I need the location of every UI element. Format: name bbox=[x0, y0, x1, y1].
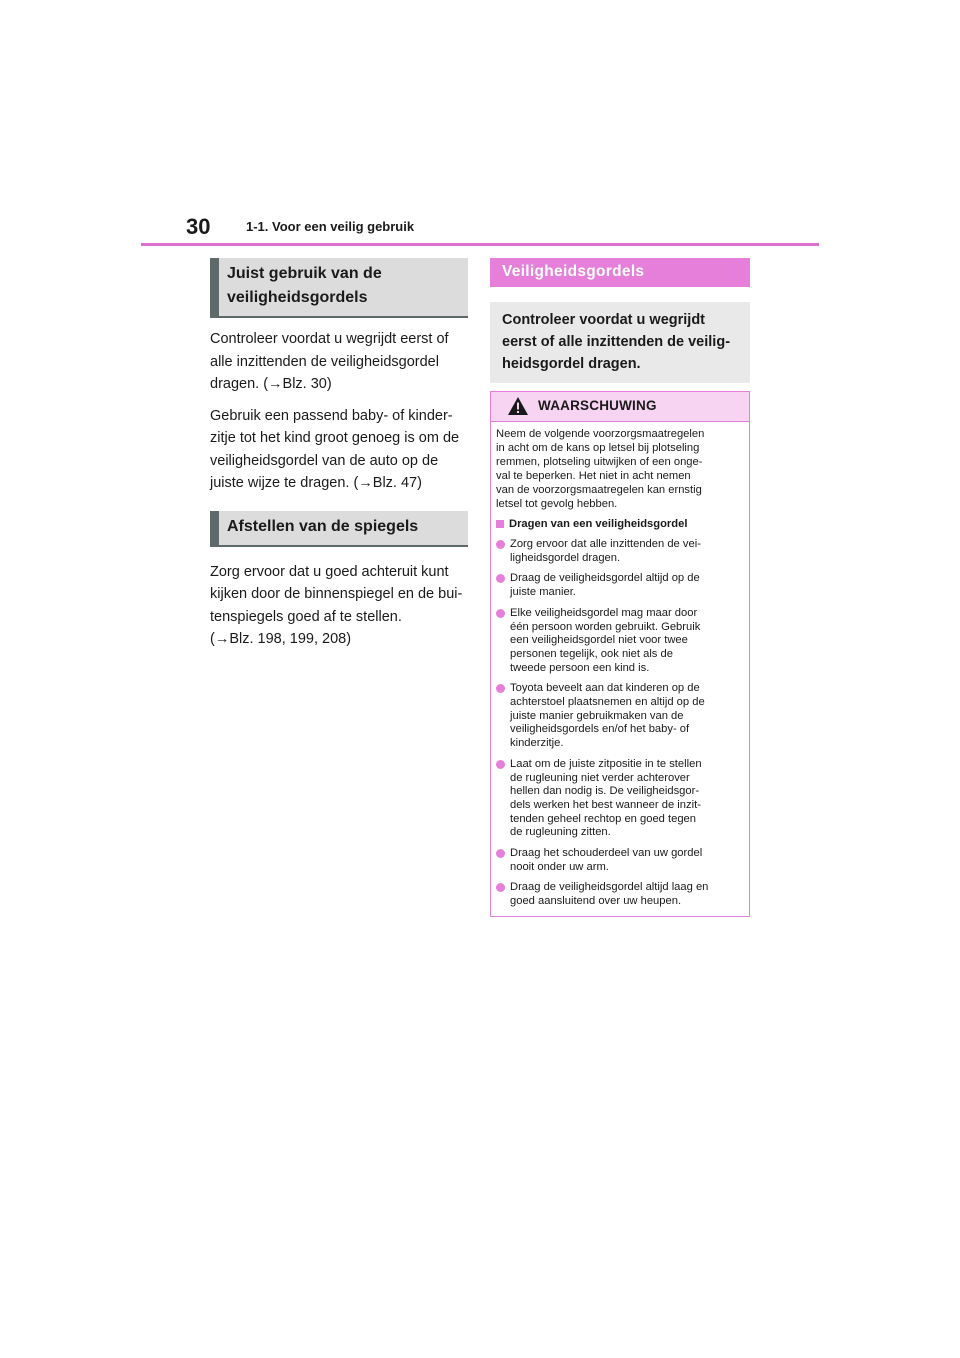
text-line: Elke veiligheidsgordel mag maar door bbox=[510, 606, 698, 619]
text-line: tenspiegels goed af te stellen. bbox=[210, 608, 402, 625]
summary-line: eerst of alle inzittenden de veilig- bbox=[502, 334, 731, 350]
list-item bbox=[496, 572, 741, 599]
circle-bullet-icon bbox=[496, 849, 505, 858]
list-item bbox=[496, 847, 741, 874]
circle-bullet-icon bbox=[496, 883, 505, 892]
circle-bullet-icon bbox=[496, 684, 505, 693]
square-bullet-icon bbox=[496, 520, 504, 528]
text-line: Neem de volgende voorzorgsmaatregelen bbox=[496, 428, 705, 440]
text-line: Controleer voordat u wegrijdt eerst of bbox=[210, 331, 449, 347]
bullet-text bbox=[510, 758, 741, 840]
summary-box bbox=[490, 302, 750, 383]
text-line: juiste manier gebruikmaken van de bbox=[510, 709, 684, 722]
list-item bbox=[496, 682, 741, 751]
text-line: personen tegelijk, ook niet als de bbox=[510, 647, 673, 660]
left-column bbox=[210, 258, 468, 651]
text-line: remmen, plotseling uitwijken of een onge- bbox=[496, 456, 703, 468]
section-header: 1-1. Voor een veilig gebruik bbox=[246, 219, 415, 234]
text-line: van de voorzorgsmaatregelen kan ernstig bbox=[496, 484, 702, 496]
section-banner: Veiligheidsgordels bbox=[490, 258, 750, 287]
text-line: juiste manier. bbox=[510, 586, 576, 599]
circle-bullet-icon bbox=[496, 609, 505, 618]
text-line: Zorg ervoor dat alle inzittenden de vei- bbox=[510, 538, 701, 550]
bullet-text bbox=[510, 607, 741, 676]
text-line: de rugleuning zitten. bbox=[510, 826, 611, 839]
text-line: Toyota beveelt aan dat kinderen op de bbox=[510, 682, 700, 695]
warning-title: WAARSCHUWING bbox=[538, 398, 657, 413]
heading-seatbelt-use bbox=[210, 258, 468, 318]
text-line: kinderzitje. bbox=[510, 737, 564, 750]
text-line: Gebruik een passend baby- of kinder- bbox=[210, 407, 453, 424]
page-number: 30 bbox=[186, 214, 211, 239]
circle-bullet-icon bbox=[496, 760, 505, 769]
subheading-text: Dragen van een veiligheidsgordel bbox=[509, 518, 688, 530]
text-line: één persoon worden gebruikt. Gebruik bbox=[510, 620, 701, 633]
paragraph-mirrors bbox=[210, 561, 468, 651]
text-line: juiste wijze te dragen. (→Blz. 47) bbox=[210, 475, 422, 491]
bullet-text bbox=[510, 538, 741, 565]
text-line: de rugleuning niet verder achterover bbox=[510, 771, 690, 784]
text-line: hellen dan nodig is. De veiligheidsgor- bbox=[510, 785, 700, 798]
text-line: dels werken het best wanneer de inzit- bbox=[510, 798, 701, 811]
heading-mirrors bbox=[210, 511, 468, 547]
bullet-text bbox=[510, 847, 741, 874]
heading-line: Afstellen van de spiegels bbox=[227, 517, 419, 535]
list-item bbox=[496, 538, 741, 565]
text-line: tweede persoon een kind is. bbox=[510, 661, 650, 674]
text-line: veiligheidsgordel van de auto op de bbox=[210, 452, 439, 469]
text-line: goed aansluitend over uw heupen. bbox=[510, 895, 682, 908]
text-line: dragen. (→Blz. 30) bbox=[210, 376, 332, 392]
bullet-text bbox=[510, 572, 741, 599]
text-line: kijken door de binnenspiegel en de bui- bbox=[210, 586, 463, 602]
text-line: nooit onder uw arm. bbox=[510, 860, 609, 873]
text-line: tenden geheel rechtop en goed tegen bbox=[510, 812, 696, 825]
warning-subheading bbox=[496, 517, 741, 531]
text-line: alle inzittenden de veiligheidsgordel bbox=[210, 353, 439, 370]
circle-bullet-icon bbox=[496, 574, 505, 583]
text-line: een veiligheidsgordel niet voor twee bbox=[510, 634, 688, 647]
header-rule bbox=[141, 243, 819, 246]
bullet-text bbox=[510, 881, 741, 908]
text-line: letsel tot gevolg hebben. bbox=[496, 498, 618, 510]
paragraph-child-seat bbox=[210, 405, 468, 495]
text-line: Draag de veiligheidsgordel altijd op de bbox=[510, 572, 700, 585]
text-line: zitje tot het kind groot genoeg is om de bbox=[210, 430, 460, 446]
right-column bbox=[490, 258, 750, 917]
summary-line: heidsgordel dragen. bbox=[502, 356, 641, 372]
warning-intro bbox=[496, 427, 741, 511]
warning-body bbox=[491, 422, 749, 916]
warning-triangle-icon bbox=[507, 396, 529, 416]
text-line: Laat om de juiste zitpositie in te stellen bbox=[510, 757, 702, 770]
circle-bullet-icon bbox=[496, 540, 505, 549]
summary-line: Controleer voordat u wegrijdt bbox=[502, 312, 706, 328]
text-line: Zorg ervoor dat u goed achteruit kunt bbox=[210, 563, 449, 580]
bullet-text bbox=[510, 682, 741, 751]
text-line: Draag de veiligheidsgordel altijd laag en bbox=[510, 881, 709, 894]
paragraph-check-belts bbox=[210, 328, 468, 396]
warning-header bbox=[491, 392, 749, 422]
heading-line: veiligheidsgordels bbox=[227, 289, 368, 306]
list-item bbox=[496, 758, 741, 840]
text-line: (→Blz. 198, 199, 208) bbox=[210, 631, 352, 647]
text-line: achterstoel plaatsnemen en altijd op de bbox=[510, 696, 705, 709]
text-line: ligheidsgordel dragen. bbox=[510, 551, 621, 564]
text-line: in acht om de kans op letsel bij plotseling bbox=[496, 442, 700, 454]
list-item bbox=[496, 881, 741, 908]
heading-line: Juist gebruik van de bbox=[227, 265, 382, 282]
text-line: Draag het schouderdeel van uw gordel bbox=[510, 847, 703, 860]
text-line: veiligheidsgordels en/of het baby- of bbox=[510, 723, 690, 736]
text-line: val te beperken. Het niet in acht nemen bbox=[496, 470, 691, 482]
list-item bbox=[496, 607, 741, 676]
warning-box bbox=[490, 391, 750, 917]
